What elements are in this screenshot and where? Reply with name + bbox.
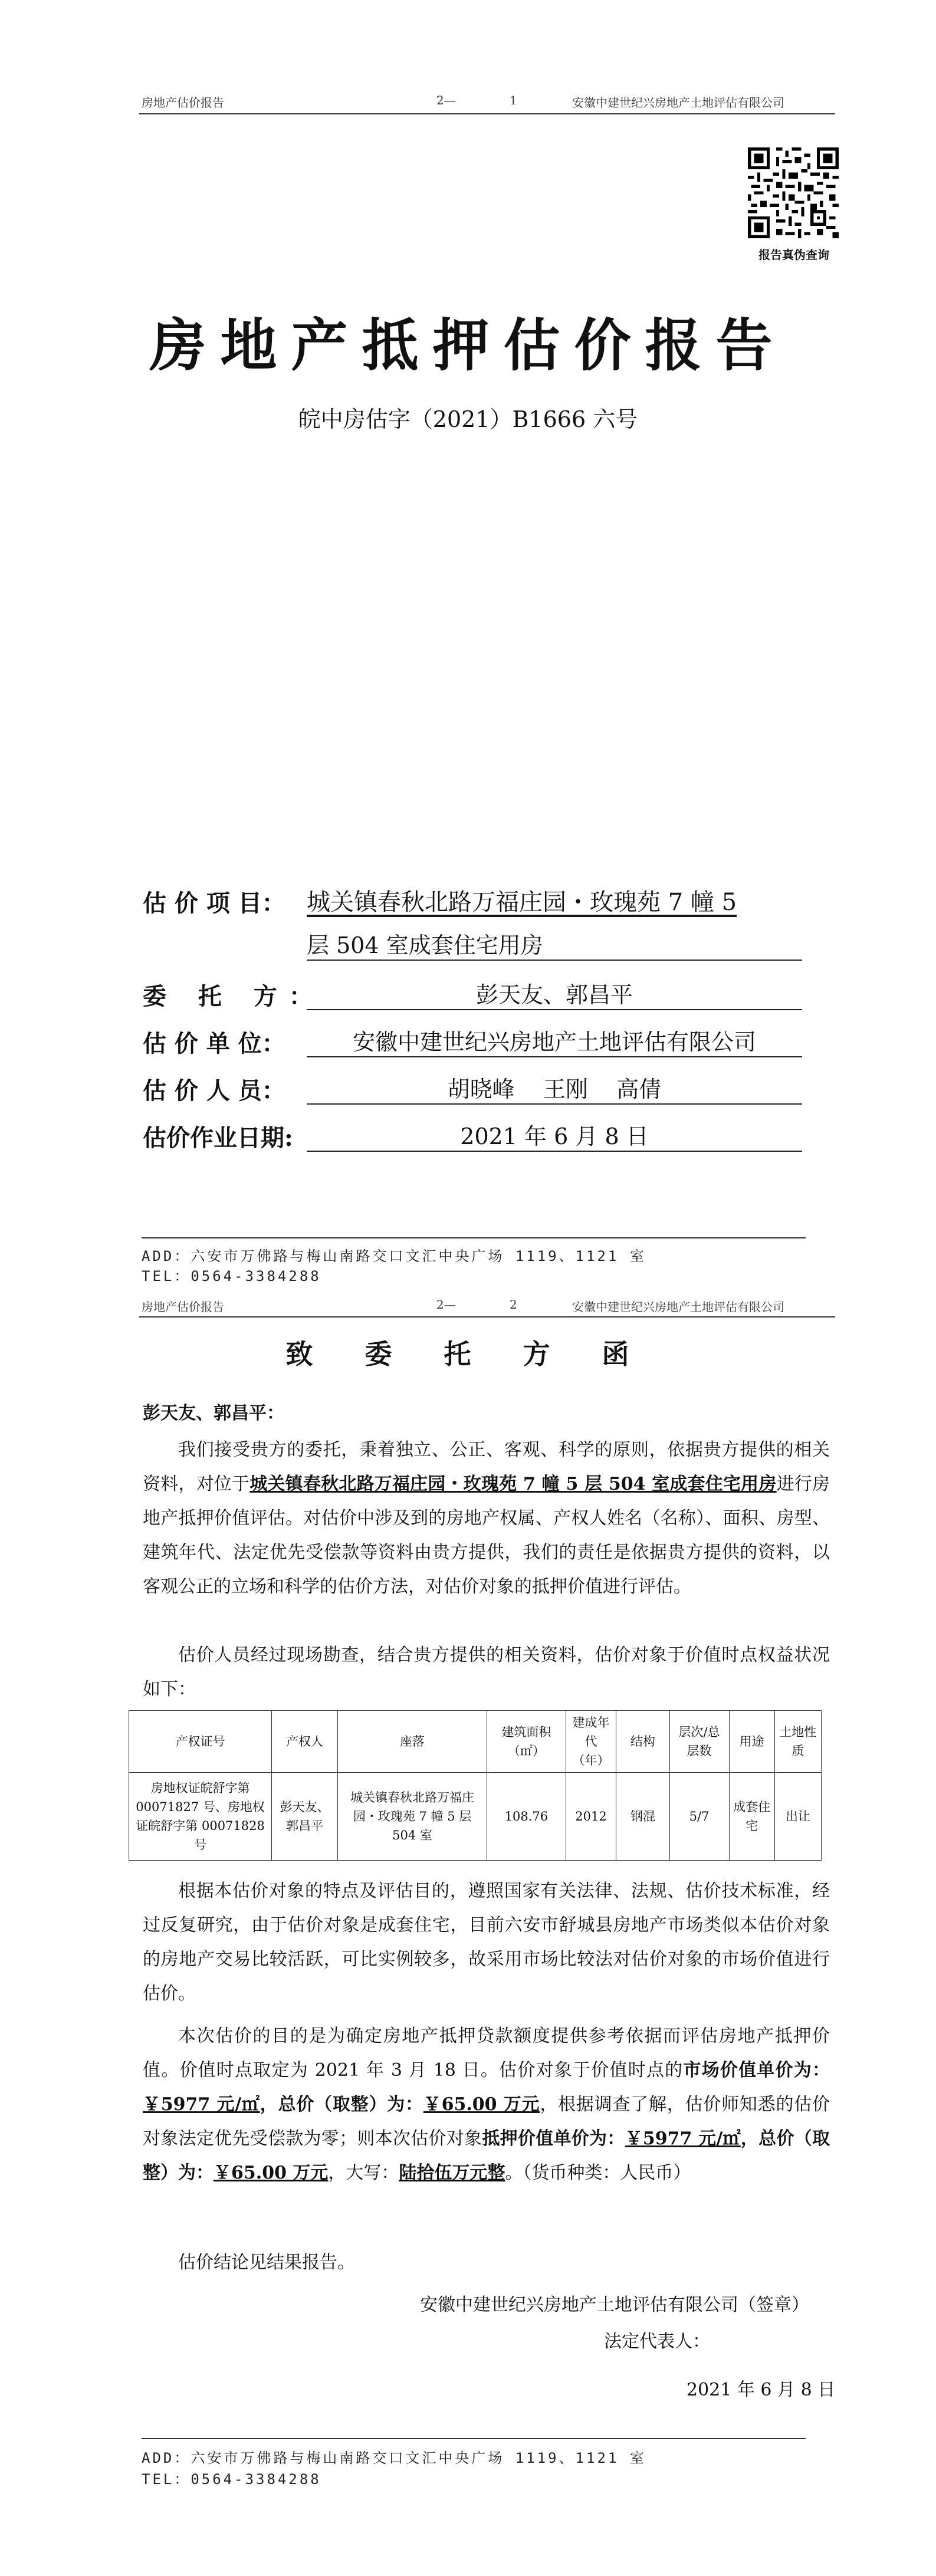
header-page-prefix: 2— [436,1297,456,1312]
currency-note: 。（货币种类：人民币） [505,2163,691,2183]
project-value-line-2: 层 504 室成套住宅用房 [307,927,802,961]
mortgage-total: ￥65.00 万元 [214,2163,329,2183]
client-label: 委 托 方： [143,983,324,1010]
paragraph-1-rest: 进行房地产抵押价值评估。对估价中涉及到的房地产权属、产权人姓名（名称）、面积、房型、建筑年代、法定优先受偿款等资料由贵方提供，我们的责任是依据贵方提供的资料，以客观公正的立场和科学的估价方法，对估价对象的抵押价值进行评估。 [143,1474,830,1597]
mortgage-total-label: ，总价（取整）为： [143,2128,830,2183]
qr-caption: 报告真伪查询 [758,248,829,262]
footer-tel: TEL：0564-3384288 [142,1268,321,1284]
footer-rule [142,2438,806,2439]
table-header-cell: 建成年代（年） [566,1711,616,1773]
property-address: 城关镇春秋北路万福庄园・玫瑰苑 7 幢 5 层 504 室成套住宅用房 [249,1474,777,1494]
table-header-cell: 座落 [338,1711,487,1773]
work-date-value: 2021 年 6 月 8 日 [307,1118,802,1152]
table-cell-use: 成套住宅 [729,1773,774,1861]
qr-code-icon[interactable] [748,147,839,238]
market-total: ￥65.00 万元 [423,2094,540,2115]
paragraph-5: 估价结论见结果报告。 [178,2252,355,2273]
table-cell-area: 108.76 [487,1773,566,1861]
uppercase-label: ，大写： [328,2163,399,2183]
paragraph-1 [143,1433,830,1604]
header-right: 安徽中建世纪兴房地产土地评估有限公司 [572,1300,784,1314]
report-number: 皖中房估字（2021）B1666 六号 [298,406,638,432]
unit-label: 估 价 单 位： [143,1030,285,1057]
mortgage-total-uppercase: 陆拾伍万元整 [399,2163,505,2183]
report-title: 房地产抵押估价报告 [149,312,787,379]
market-unit-price-label: 市场价值单价为： [683,2060,830,2081]
table-header-cell: 用途 [729,1711,774,1773]
table-header-cell: 层次/总层数 [669,1711,729,1773]
header-rule [139,113,835,114]
mortgage-unit-price-label: 抵押价值单价为： [482,2128,625,2149]
paragraph-4-middle: ，根据调查了解，估价师知悉的估价对象法定优先受偿款为零；则本次估价对象 [143,2094,830,2149]
paragraph-3: 根据本估价对象的特点及评估目的，遵照国家有关法律、法规、估价技术标准，经过反复研究，由于估价对象是成套住宅，目前六安市舒城县房地产市场类似本估价对象的房地产交易比较活跃，可比实例较多，故采用市场比较法对估价对象的市场价值进行估价。 [143,1881,830,2004]
letter-title: 致 委 托 方 函 [285,1338,651,1370]
table-cell-land-nature: 出让 [774,1773,821,1861]
signature-date: 2021 年 6 月 8 日 [687,2380,836,2400]
footer-tel: TEL：0564-3384288 [142,2471,321,2488]
salutation: 彭天友、郭昌平： [143,1403,284,1424]
staff-value: 胡晓峰 王刚 高倩 [307,1071,802,1105]
paragraph-2: 估价人员经过现场勘查，结合贵方提供的相关资料，估价对象于价值时点权益状况如下： [143,1645,830,1700]
project-label: 估 价 项 目： [143,889,285,917]
header-left: 房地产估价报告 [142,96,224,110]
paragraph-4 [143,2019,830,2190]
table-cell-structure: 钢混 [616,1773,669,1861]
table-cell-floor: 5/7 [669,1773,729,1861]
table-header-row [129,1711,822,1773]
footer-address: ADD：六安市万佛路与梅山南路交口文汇中央广场 1119、1121 室 [142,1248,646,1264]
unit-value: 安徽中建世纪兴房地产土地评估有限公司 [307,1024,802,1057]
client-value: 彭天友、郭昌平 [307,977,802,1010]
table-cell-owner: 彭天友、郭昌平 [272,1773,338,1861]
signature-company: 安徽中建世纪兴房地产土地评估有限公司（签章） [420,2295,809,2315]
table-cell-year: 2012 [566,1773,616,1861]
table-header-cell: 结构 [616,1711,669,1773]
work-date-label: 估价作业日期: [143,1124,293,1152]
footer-rule [142,1237,806,1238]
header-left: 房地产估价报告 [142,1300,224,1314]
staff-label: 估 价 人 员： [143,1077,285,1105]
header-page-number: 2 [510,1297,517,1312]
table-row [129,1773,822,1861]
footer-address: ADD：六安市万佛路与梅山南路交口文汇中央广场 1119、1121 室 [142,2450,646,2466]
market-total-label: ，总价（取整）为： [260,2094,423,2115]
table-header-cell: 建筑面积（㎡） [487,1711,566,1773]
mortgage-unit-price: ￥5977 元/㎡ [625,2128,741,2149]
table-cell-certificate: 房地权证皖舒字第 00071827 号、房地权证皖舒字第 00071828 号 [129,1773,272,1861]
paragraph-1-text: 我们接受贵方的委托，秉着独立、公正、客观、科学的原则，依据贵方提供的相关资料，对位于 [143,1440,830,1494]
signature-representative: 法定代表人： [604,2331,710,2352]
paragraph-4-text: 本次估价的目的是为确定房地产抵押贷款额度提供参考依据而评估房地产抵押价值。价值时点取定为 2021 年 3 月 18 日。估价对象于价值时点的 [143,2026,830,2081]
property-rights-table [129,1710,822,1861]
table-cell-location: 城关镇春秋北路万福庄园・玫瑰苑 7 幢 5 层 504 室 [338,1773,487,1861]
header-page-number: 1 [510,93,517,107]
market-unit-price: ￥5977 元/㎡ [143,2094,260,2115]
header-rule [139,1316,835,1317]
project-value-line-1: 城关镇春秋北路万福庄园・玫瑰苑 7 幢 5 [307,889,737,916]
table-header-cell: 产权证号 [129,1711,272,1773]
header-page-prefix: 2— [436,93,456,107]
table-header-cell: 产权人 [272,1711,338,1773]
table-header-cell: 土地性质 [774,1711,821,1773]
header-right: 安徽中建世纪兴房地产土地评估有限公司 [572,96,784,110]
